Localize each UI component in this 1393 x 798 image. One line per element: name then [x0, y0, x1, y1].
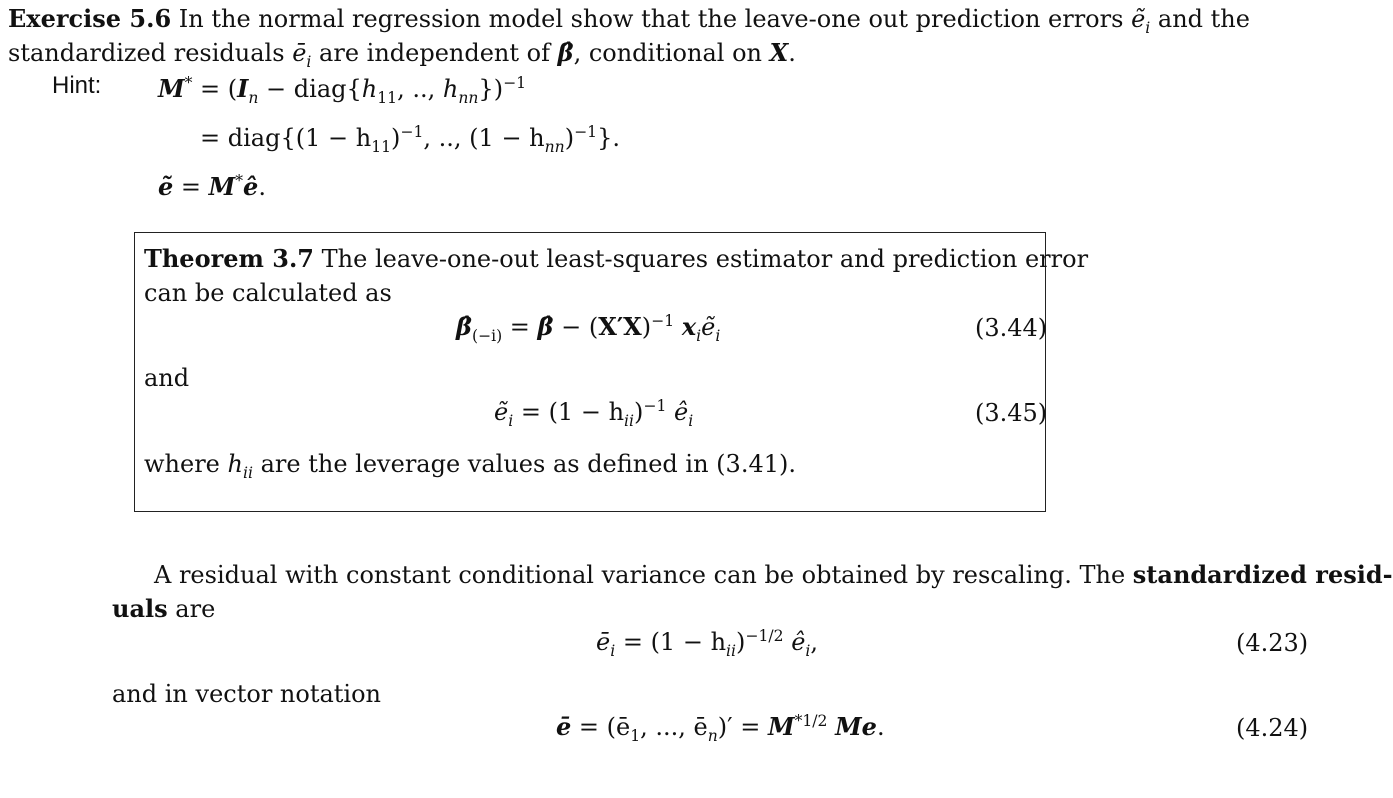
exercise-text-2-comma: , conditional on	[573, 39, 762, 67]
eq-text: })	[478, 75, 504, 103]
var-X: X	[769, 38, 789, 67]
eq-text: − diag{	[266, 75, 362, 103]
exponent: −1	[651, 312, 675, 330]
body-paragraph-line-2	[112, 594, 215, 623]
eq-text: )′ =	[717, 713, 768, 741]
var-beta-hat: β̂	[557, 38, 574, 67]
var-sub: i	[805, 641, 811, 660]
exponent: −1	[400, 123, 424, 141]
var-sub: (−i)	[471, 326, 503, 345]
var-sub: i	[696, 326, 702, 345]
theorem-text: The leave-one-out least-squares estimator and prediction error	[321, 245, 1089, 273]
exercise-line-2	[8, 38, 796, 71]
exponent: −1	[503, 74, 527, 92]
star: *	[235, 172, 244, 190]
var-e-tilde: ẽ	[1131, 5, 1146, 33]
var-sub: ii	[624, 411, 635, 430]
equation-number-4-23: (4.23)	[1236, 629, 1309, 657]
body-bold-term: standardized resid-	[1132, 560, 1393, 589]
var-sub: i	[306, 52, 312, 71]
star: *	[184, 74, 193, 92]
var-sub: 11	[377, 88, 398, 107]
equation-3-45	[494, 397, 694, 430]
var-sub: n	[707, 726, 718, 745]
body-text: are	[175, 595, 216, 623]
eq-text: = (1 − h	[513, 398, 625, 426]
eq-text: )	[564, 124, 575, 152]
var-sub: nn	[458, 88, 479, 107]
var-sub: nn	[544, 137, 565, 156]
theorem-line-2: can be calculated as	[144, 279, 392, 307]
var-e-bar: ē	[292, 39, 307, 67]
var-h: h	[442, 75, 459, 103]
var-X: X	[598, 312, 617, 341]
equation-number-4-24: (4.24)	[1236, 714, 1309, 742]
exercise-text-2-mid: are independent of	[319, 39, 550, 67]
var-h: h	[227, 450, 243, 478]
var-e-bar: ē	[556, 712, 572, 741]
exercise-text-1-tail: and the	[1157, 5, 1250, 33]
exercise-text-2-end: .	[788, 39, 796, 67]
var-e-bar: ē	[596, 628, 611, 656]
var-e-tilde: ẽ	[701, 313, 716, 341]
var-e-tilde: ẽ	[494, 398, 509, 426]
var-sub: i	[715, 326, 721, 345]
eq-text: =	[502, 313, 538, 341]
var-sub: ii	[243, 463, 253, 482]
eq-text: )	[641, 313, 652, 341]
exponent: −1/2	[745, 627, 784, 645]
var-sub: 11	[371, 137, 392, 156]
prime: ′	[616, 312, 624, 341]
var-sub: i	[610, 641, 616, 660]
var-M: M	[158, 74, 185, 103]
var-sub: i	[688, 411, 694, 430]
hint-equation-1	[158, 74, 527, 107]
var-X: X	[623, 312, 642, 341]
eq-text: )	[391, 124, 401, 152]
eq-text: .	[876, 713, 885, 741]
eq-text: = (ē	[571, 713, 631, 741]
var-M: M	[767, 712, 795, 741]
eq-text: , ..., ē	[640, 713, 708, 741]
var-sub: ii	[726, 641, 737, 660]
eq-text: , .., (1 − h	[423, 124, 545, 152]
var-beta-hat: β̂	[537, 312, 554, 341]
hint-equation-3	[158, 172, 266, 201]
body-text: A residual with constant conditional variance can be obtained by rescaling. The	[154, 561, 1126, 589]
eq-text: }.	[597, 124, 621, 152]
equation-4-24	[556, 712, 885, 745]
equation-number-3-44: (3.44)	[975, 314, 1048, 342]
equation-number-3-45: (3.45)	[975, 399, 1048, 427]
exercise-text-2: standardized residuals	[8, 39, 285, 67]
equation-4-23	[596, 627, 819, 660]
var-sub: i	[508, 411, 514, 430]
theorem-label: Theorem 3.7	[144, 244, 315, 273]
exercise-line-1	[8, 4, 1250, 37]
eq-text: )	[736, 628, 746, 656]
theorem-where	[144, 450, 796, 482]
exercise-label: Exercise 5.6	[8, 4, 172, 33]
eq-text: where	[144, 450, 220, 478]
exponent: −1	[643, 397, 667, 415]
var-beta-hat: β̂	[456, 312, 472, 341]
var-sub: 1	[630, 726, 641, 745]
var-x: x	[681, 312, 697, 341]
exponent: *1/2	[794, 712, 828, 730]
var-Me: Me	[835, 712, 877, 741]
var-e-hat: ê	[791, 628, 806, 656]
body-paragraph-line-1	[154, 560, 1393, 589]
eq-text: − (	[553, 313, 599, 341]
theorem-line-1	[144, 244, 1088, 273]
var-e-hat: ê	[243, 172, 259, 201]
var-M: M	[208, 172, 236, 201]
eq-text: )	[634, 398, 644, 426]
exercise-text-1: In the normal regression model show that the leave-one out prediction errors	[178, 5, 1124, 33]
eq-text: .	[258, 173, 266, 201]
equation-3-44	[456, 312, 721, 345]
body-paragraph-line-3: and in vector notation	[112, 680, 382, 708]
var-sub: i	[1145, 18, 1151, 37]
body-bold-term: uals	[112, 594, 168, 623]
eq-text: = (	[200, 75, 238, 103]
var-e-tilde: ẽ	[158, 172, 174, 201]
eq-text: are the leverage values as defined in (3.41).	[260, 450, 796, 478]
var-e-hat: ê	[674, 398, 689, 426]
eq-text: ,	[810, 628, 819, 656]
theorem-and: and	[144, 364, 190, 392]
var-I: I	[237, 74, 249, 103]
eq-text: = (1 − h	[615, 628, 727, 656]
exponent: −1	[574, 123, 598, 141]
var-h: h	[361, 75, 378, 103]
var-sub: n	[248, 88, 259, 107]
eq-text: , ..,	[397, 75, 443, 103]
eq-text: = diag{(1 − h	[200, 124, 372, 152]
eq-text: =	[173, 173, 209, 201]
hint-label: Hint:	[52, 72, 102, 99]
hint-equation-2	[200, 123, 621, 156]
